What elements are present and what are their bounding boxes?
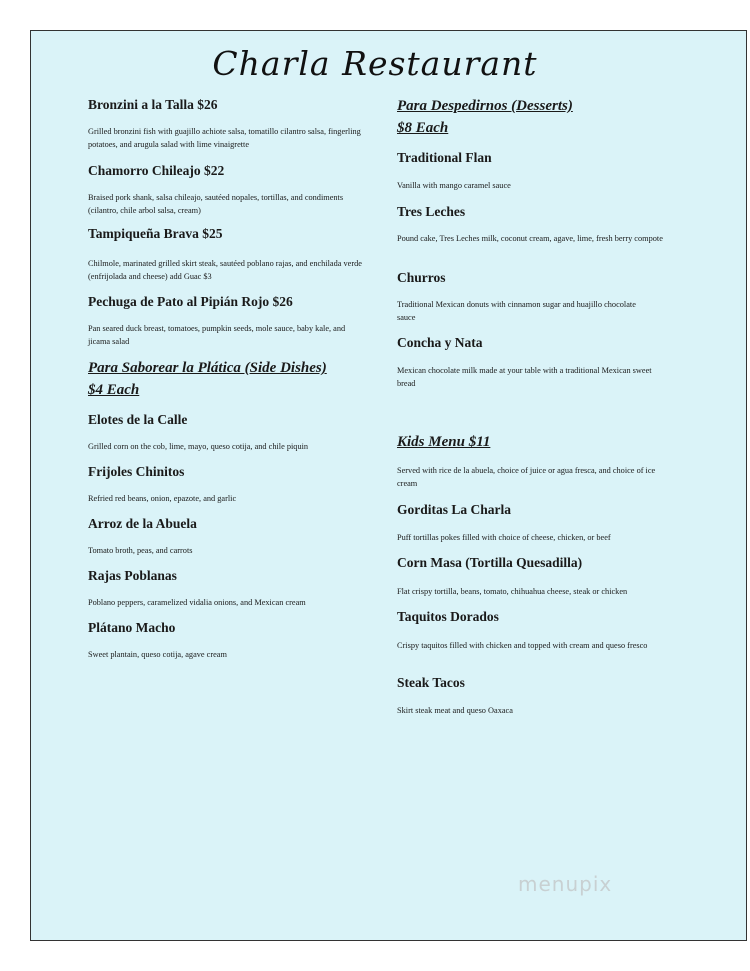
restaurant-title: Charla Restaurant xyxy=(212,44,538,83)
section-heading-desserts: Para Despedirnos (Desserts) xyxy=(397,98,573,114)
menu-item-desc: Tomato broth, peas, and carrots xyxy=(88,546,193,555)
menu-item-name: Tampiqueña Brava $25 xyxy=(88,226,223,241)
section-heading-kids: Kids Menu $11 xyxy=(397,434,491,450)
menu-item-desc: Pound cake, Tres Leches milk, coconut cream, agave, lime, fresh berry compote xyxy=(397,234,663,243)
section-price-sides: $4 Each xyxy=(88,382,140,398)
menu-item-name: Tres Leches xyxy=(397,204,466,219)
menu-item-desc: Chilmole, marinated grilled skirt steak, sautéed poblano rajas, and enchilada verde (enfrijolada and cheese) add Guac $3 xyxy=(88,259,362,281)
menu-item-desc: Flat crispy tortilla, beans, tomato, chihuahua cheese, steak or chicken xyxy=(397,587,628,596)
menu-item-desc: Refried red beans, onion, epazote, and garlic xyxy=(88,494,237,503)
menu-item-desc: Traditional Mexican donuts with cinnamon sugar and huajillo chocolate sauce xyxy=(397,300,636,322)
menu-item-desc: Grilled corn on the cob, lime, mayo, queso cotija, and chile piquin xyxy=(88,442,309,451)
menu-item-name: Traditional Flan xyxy=(397,150,492,165)
menu-item-name: Rajas Poblanas xyxy=(88,568,177,583)
section-heading-sides: Para Saborear la Plática (Side Dishes) xyxy=(88,360,327,376)
menu-item-desc: Mexican chocolate milk made at your table with a traditional Mexican sweet bread xyxy=(397,366,652,388)
menu-item-desc: Skirt steak meat and queso Oaxaca xyxy=(397,706,513,715)
menu-item-name: Churros xyxy=(397,270,446,285)
menu-item-name: Elotes de la Calle xyxy=(88,412,188,427)
menu-item-desc: Crispy taquitos filled with chicken and topped with cream and queso fresco xyxy=(397,641,648,650)
watermark: menupix xyxy=(518,872,613,896)
menu-item-desc: Puff tortillas pokes filled with choice of cheese, chicken, or beef xyxy=(397,533,611,542)
menu-item-name: Pechuga de Pato al Pipián Rojo $26 xyxy=(88,294,293,309)
menu-item-name: Frijoles Chinitos xyxy=(88,464,185,479)
section-price-desserts: $8 Each xyxy=(397,120,449,136)
menu-item-desc: Pan seared duck breast, tomatoes, pumpkin seeds, mole sauce, baby kale, and jicama salad xyxy=(88,324,346,346)
menu-item-name: Taquitos Dorados xyxy=(397,609,499,624)
menu-item-name: Gorditas La Charla xyxy=(397,502,512,517)
menu-item-name: Chamorro Chileajo $22 xyxy=(88,163,225,178)
menu-item-name: Corn Masa (Tortilla Quesadilla) xyxy=(397,555,583,570)
menu-item-desc: Vanilla with mango caramel sauce xyxy=(397,181,511,190)
menu-item-desc: Braised pork shank, salsa chileajo, sautéed nopales, tortillas, and condiments (cilantro, chile arbol salsa, cream) xyxy=(88,193,344,215)
menu-item-desc: Sweet plantain, queso cotija, agave cream xyxy=(88,650,227,659)
menu-item-desc: Poblano peppers, caramelized vidalia onions, and Mexican cream xyxy=(88,598,306,607)
menu-item-name: Concha y Nata xyxy=(397,335,483,350)
menu-item-name: Steak Tacos xyxy=(397,675,465,690)
menu-item-name: Plátano Macho xyxy=(88,620,176,635)
menu-item-desc: Grilled bronzini fish with guajillo achiote salsa, tomatillo cilantro salsa, fingerling potatoes, and arugula salad with lime vinaigrette xyxy=(88,127,361,149)
menu-item-name: Arroz de la Abuela xyxy=(88,516,197,531)
menu-item-name: Bronzini a la Talla $26 xyxy=(88,97,218,112)
section-intro-kids: Served with rice de la abuela, choice of juice or agua fresca, and choice of ice cream xyxy=(397,466,656,488)
